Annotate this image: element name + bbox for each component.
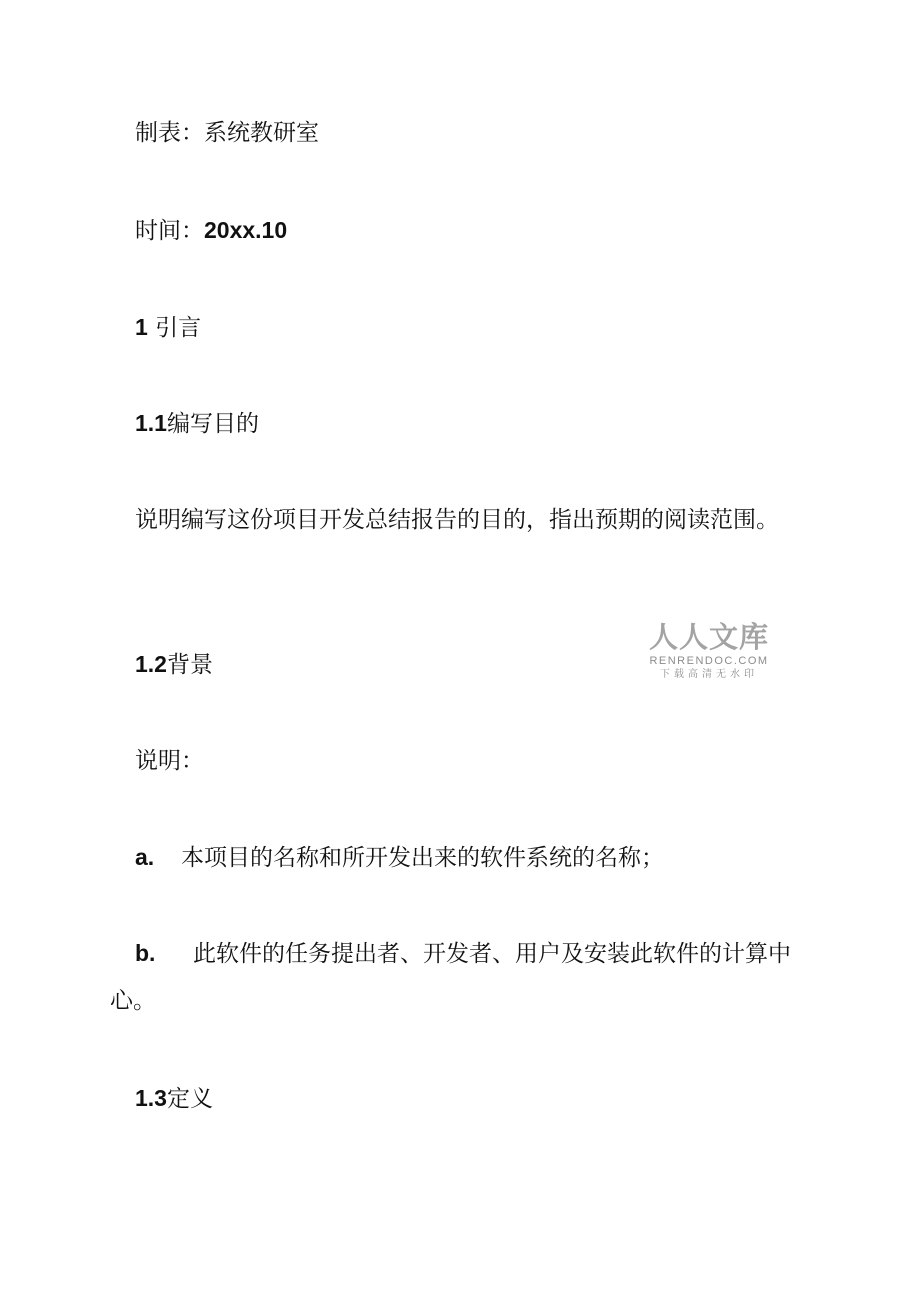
section-1-3-heading [135,1082,213,1115]
watermark-domain: RENRENDOC.COM [649,655,769,667]
list-item-text: 此软件的任务提出者、开发者、用户及安装此软件的计算中心。 [110,941,791,1014]
watermark-title: 人人文库 [648,620,769,654]
watermark-logo [646,620,772,682]
section-number: 1.3 [135,1085,167,1111]
section-title: 背景 [166,652,213,678]
section-1-heading [135,311,201,344]
section-title: 定义 [166,1086,213,1112]
list-marker: b. [135,940,156,966]
section-number: 1.1 [135,410,167,436]
section-title: 引言 [155,315,202,341]
section-title: 编写目的 [166,411,259,437]
list-item-text: 本项目的名称和所开发出来的软件系统的名称； [181,845,664,871]
section-1-2-intro: 说明： [135,748,204,774]
section-number: 1 [135,314,148,340]
maker-value: 系统教研室 [204,120,319,146]
section-1-1-heading [135,407,259,440]
list-marker: a. [135,844,155,870]
time-value: 20xx.10 [204,217,288,243]
time-line [135,214,287,247]
maker-line [135,117,319,149]
section-1-1-body: 说明编写这份项目开发总结报告的目的，指出预期的阅读范围。 [135,507,779,533]
list-item-a [135,841,664,874]
maker-label: 制表： [135,120,204,146]
section-number: 1.2 [135,651,167,677]
list-item-b [110,930,830,1025]
watermark-subtitle: 下载高清无水印 [660,669,758,680]
time-label: 时间： [135,218,204,244]
section-1-2-heading [135,648,213,681]
